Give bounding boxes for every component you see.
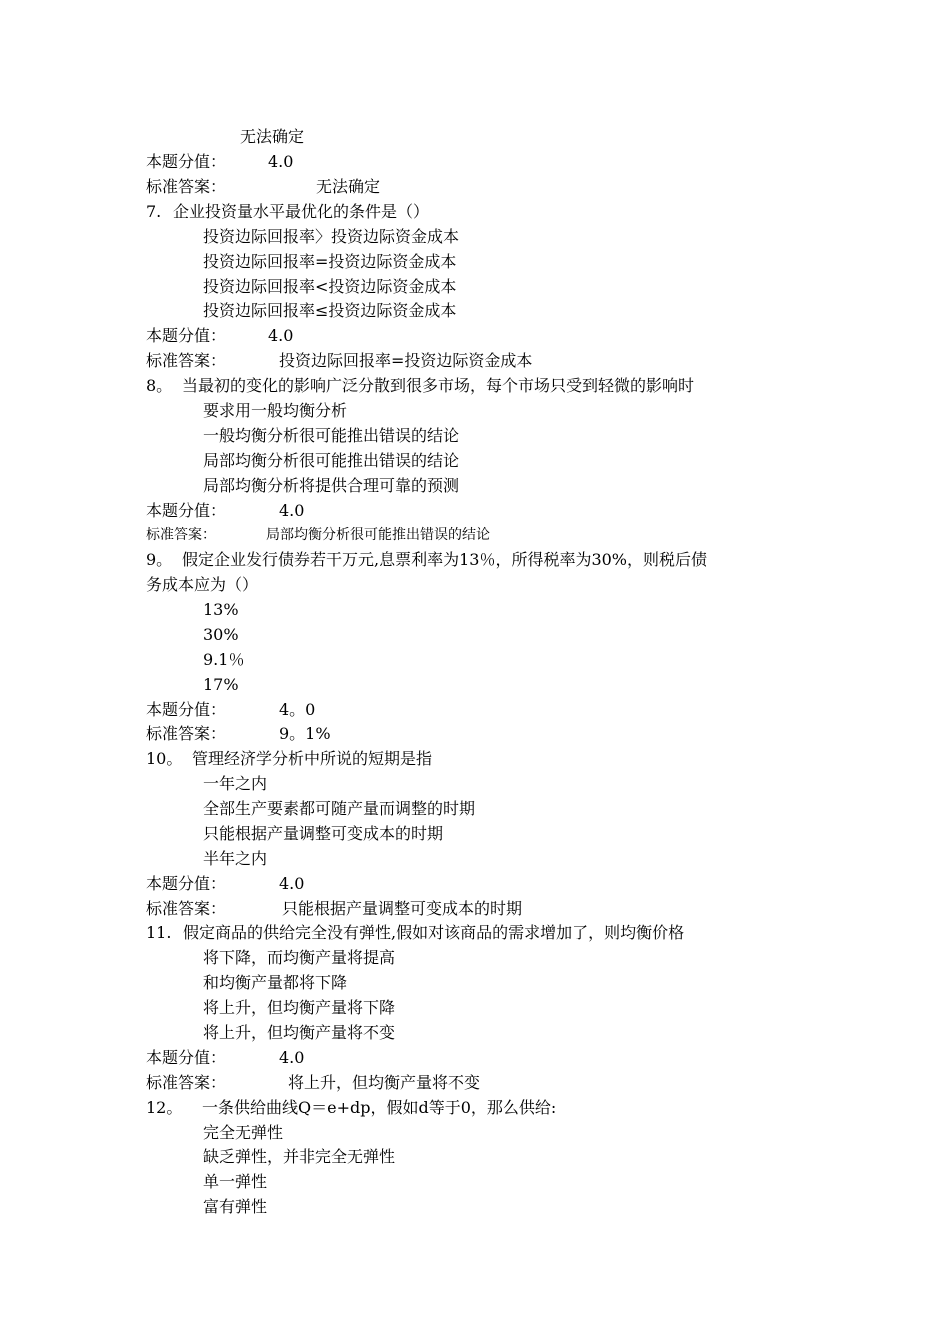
option-text: 将下降，而均衡产量将提高: [203, 948, 396, 967]
question-number: 8。: [146, 376, 173, 395]
option-text: 半年之内: [203, 849, 268, 868]
option-text: 投资边际回报率=投资边际资金成本: [203, 252, 457, 271]
score-label: 本题分值：: [146, 326, 227, 345]
answer-label: 标准答案：: [146, 899, 227, 918]
option-text: 17%: [203, 675, 239, 694]
question-number: 11.: [146, 923, 172, 942]
question-text: 当最初的变化的影响广泛分散到很多市场，每个市场只受到轻微的影响时: [182, 376, 695, 395]
question-number: 10。: [146, 749, 183, 768]
option-text: 完全无弹性: [203, 1123, 284, 1142]
score-value: 4.0: [279, 501, 305, 520]
option-text: 局部均衡分析很可能推出错误的结论: [203, 451, 460, 470]
option-text: 投资边际回报率〉投资边际资金成本: [203, 227, 460, 246]
option-text: 一般均衡分析很可能推出错误的结论: [203, 426, 460, 445]
question-text-cont: 务成本应为（）: [146, 575, 259, 594]
answer-label: 标准答案：: [146, 724, 227, 743]
option-text: 30%: [203, 625, 239, 644]
score-label: 本题分值：: [146, 501, 227, 520]
score-value: 4.0: [268, 326, 294, 345]
answer-label: 标准答案：: [146, 527, 216, 543]
option-text: 只能根据产量调整可变成本的时期: [203, 824, 444, 843]
answer-value: 局部均衡分析很可能推出错误的结论: [266, 527, 490, 543]
score-label: 本题分值：: [146, 874, 227, 893]
option-text: 全部生产要素都可随产量而调整的时期: [203, 799, 476, 818]
option-text: 无法确定: [240, 127, 305, 146]
answer-value: 只能根据产量调整可变成本的时期: [282, 899, 523, 918]
option-text: 富有弹性: [203, 1197, 268, 1216]
question-number: 9。: [146, 550, 173, 569]
option-text: 将上升，但均衡产量将下降: [203, 998, 396, 1017]
option-text: 单一弹性: [203, 1172, 268, 1191]
question-text: 企业投资量水平最优化的条件是（）: [173, 202, 430, 221]
score-label: 本题分值：: [146, 1048, 227, 1067]
answer-label: 标准答案：: [146, 1073, 227, 1092]
option-text: 投资边际回报率≤投资边际资金成本: [203, 301, 457, 320]
answer-label: 标准答案：: [146, 351, 227, 370]
score-value: 4.0: [279, 874, 305, 893]
option-text: 缺乏弹性，并非完全无弹性: [203, 1147, 396, 1166]
question-text: 假定企业发行债券若干万元,息票利率为13％，所得税率为30%，则税后债: [182, 550, 708, 569]
option-text: 要求用一般均衡分析: [203, 401, 348, 420]
question-text: 管理经济学分析中所说的短期是指: [192, 749, 433, 768]
option-text: 投资边际回报率<投资边际资金成本: [203, 277, 457, 296]
question-text: 一条供给曲线Q＝e+dp，假如d等于0，那么供给:: [202, 1098, 557, 1117]
option-text: 局部均衡分析将提供合理可靠的预测: [203, 476, 460, 495]
option-text: 9.1％: [203, 650, 245, 669]
score-value: 4.0: [268, 152, 294, 171]
answer-value: 投资边际回报率=投资边际资金成本: [279, 351, 533, 370]
score-value: 4。0: [279, 700, 316, 719]
score-label: 本题分值：: [146, 700, 227, 719]
option-text: 和均衡产量都将下降: [203, 973, 348, 992]
answer-value: 无法确定: [316, 177, 381, 196]
answer-value: 将上升，但均衡产量将不变: [288, 1073, 481, 1092]
answer-label: 标准答案：: [146, 177, 227, 196]
option-text: 13%: [203, 600, 239, 619]
question-number: 7.: [146, 202, 162, 221]
question-number: 12。: [146, 1098, 183, 1117]
answer-value: 9。1%: [279, 724, 331, 743]
score-label: 本题分值：: [146, 152, 227, 171]
score-value: 4.0: [279, 1048, 305, 1067]
option-text: 一年之内: [203, 774, 268, 793]
option-text: 将上升，但均衡产量将不变: [203, 1023, 396, 1042]
question-text: 假定商品的供给完全没有弹性,假如对该商品的需求增加了，则均衡价格: [183, 923, 685, 942]
